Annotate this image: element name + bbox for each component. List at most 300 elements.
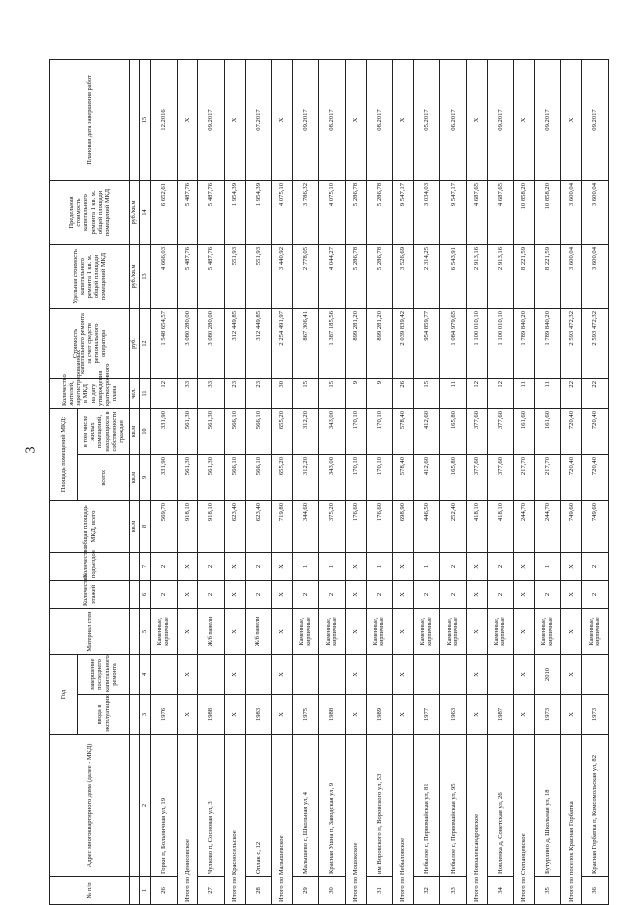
table-cell: 2 [292, 581, 319, 609]
table-cell: 3 600,04 [582, 245, 609, 309]
table-cell: 244,70 [514, 501, 535, 553]
table-cell: 10 858,20 [514, 181, 535, 245]
table-cell: X [514, 609, 535, 655]
table-cell: 2 [582, 581, 609, 609]
column-number-cell: 11 [140, 379, 151, 409]
table-cell: 29 [292, 877, 319, 905]
table-cell: 312 449,85 [245, 309, 272, 379]
table-cell: 2 254 491,97 [272, 309, 293, 379]
table-cell: 749,60 [561, 501, 582, 553]
table-cell: 1 [292, 553, 319, 581]
table-cell: X [345, 695, 366, 735]
table-cell: X [177, 695, 198, 735]
table-cell: Чулково п, Сосновая ул, 3 [198, 735, 225, 877]
table-cell: 344,60 [292, 501, 319, 553]
table-cell: 1973 [534, 695, 561, 735]
header-floors: Количество этажей [50, 581, 130, 609]
table-cell: 5 286,78 [345, 245, 366, 309]
subtotal-row [514, 60, 535, 905]
unit-cell: кв.м [130, 501, 140, 553]
table-cell: X [514, 553, 535, 581]
table-row [366, 60, 393, 905]
table-cell: 2 [366, 581, 393, 609]
unit-cell [130, 735, 140, 877]
table-cell: 720,40 [582, 409, 609, 455]
table-cell [413, 655, 440, 695]
table-cell: X [561, 581, 582, 609]
table-cell: 2 [245, 553, 272, 581]
column-numbers-row [140, 60, 151, 905]
column-number-cell: 4 [140, 655, 151, 695]
column-number-cell: 1 [140, 877, 151, 905]
table-row [487, 60, 514, 905]
table-cell: 1 [413, 553, 440, 581]
table-cell: 4 044,27 [319, 245, 346, 309]
table-cell: Новленка д, Советская ул, 26 [487, 735, 514, 877]
table-cell: 2 [487, 553, 514, 581]
table-cell: Каменные, кирпичные [534, 609, 561, 655]
table-cell: 1 [366, 553, 393, 581]
table-cell: им Воровского п, Воровского ул, 53 [366, 735, 393, 877]
table-cell: 918,10 [198, 501, 225, 553]
table-cell: 161,60 [514, 409, 535, 455]
table-cell: 08.2017 [366, 60, 393, 181]
table-cell: X [561, 60, 582, 181]
table-cell: 561,30 [177, 455, 198, 501]
table-cell: 578,40 [393, 409, 414, 455]
table-cell: Бутурлино д, Школьная ул, 18 [534, 735, 561, 877]
table-cell: 331,90 [151, 409, 178, 455]
column-number-cell: 7 [140, 553, 151, 581]
table-cell: X [224, 609, 245, 655]
table-cell: Каменные, кирпичные [582, 609, 609, 655]
column-number-cell: 2 [140, 735, 151, 877]
table-cell: 1977 [413, 695, 440, 735]
table-cell: 09.2017 [582, 60, 609, 181]
table-cell: Итого по Мошокское [345, 735, 366, 905]
table-cell: 3 600,04 [582, 181, 609, 245]
table-cell: X [272, 60, 293, 181]
table-cell: 1 954,39 [224, 181, 245, 245]
table-cell: 2 [198, 553, 225, 581]
unit-cell: кв.м [130, 455, 140, 501]
column-number-cell: 8 [140, 501, 151, 553]
unit-cell [130, 553, 140, 581]
table-cell: X [177, 655, 198, 695]
subtotal-row [224, 60, 245, 905]
table-cell: 918,10 [177, 501, 198, 553]
table-cell: 5 487,76 [177, 245, 198, 309]
table-cell: 720,40 [561, 455, 582, 501]
table-cell: 27 [198, 877, 225, 905]
table-cell: 551,93 [245, 245, 272, 309]
table-cell: Каменные, кирпичные [151, 609, 178, 655]
table-cell: 9 547,17 [440, 181, 467, 245]
table-cell: 165,80 [440, 409, 467, 455]
table-cell: X [561, 609, 582, 655]
column-number-cell: 3 [140, 695, 151, 735]
table-cell: 252,40 [440, 501, 467, 553]
table-cell: 343,00 [319, 455, 346, 501]
table-cell [366, 655, 393, 695]
table-cell: 3 526,69 [393, 245, 414, 309]
table-cell: 31 [366, 877, 393, 905]
table-cell: 698,90 [393, 501, 414, 553]
table-cell: X [393, 695, 414, 735]
table-cell [245, 655, 272, 695]
table-cell: X [272, 695, 293, 735]
table-cell: 5 487,76 [177, 181, 198, 245]
header-no: № п/п [50, 877, 130, 905]
table-cell: 2 [534, 581, 561, 609]
table-cell [198, 655, 225, 695]
table-cell: X [345, 655, 366, 695]
table-cell: 1 100 010,10 [487, 309, 514, 379]
table-cell: X [393, 609, 414, 655]
header-premises-all: всего: [78, 455, 130, 501]
table-cell: 2 [198, 581, 225, 609]
table-cell [487, 655, 514, 695]
table-cell: 06.2017 [440, 60, 467, 181]
table-cell: Каменные, кирпичные [440, 609, 467, 655]
table-cell: 2 778,05 [292, 245, 319, 309]
units-row [130, 60, 140, 905]
table-cell: X [224, 695, 245, 735]
table-cell: 749,60 [582, 501, 609, 553]
table-cell: 170,10 [366, 455, 393, 501]
table-cell: 566,10 [224, 455, 245, 501]
table-cell: 4 687,65 [487, 181, 514, 245]
table-cell: 418,10 [487, 501, 514, 553]
subtotal-row [393, 60, 414, 905]
table-cell: 9 [366, 379, 393, 409]
table-cell: 899 281,20 [366, 309, 393, 379]
table-cell: 312,20 [292, 455, 319, 501]
table-cell: 4 075,10 [319, 181, 346, 245]
table-cell: 2 [440, 553, 467, 581]
table-cell: Малышево с, Школьная ул, 4 [292, 735, 319, 877]
table-cell: 1976 [151, 695, 178, 735]
table-cell: 566,10 [245, 409, 272, 455]
table-cell: 09.2017 [292, 60, 319, 181]
table-cell: 09.2017 [534, 60, 561, 181]
table-cell: 15 [319, 379, 346, 409]
table-cell: 07.2017 [245, 60, 272, 181]
table-cell: 5 487,76 [198, 181, 225, 245]
table-cell: 11 [534, 379, 561, 409]
table-cell: 2 [413, 581, 440, 609]
table-cell: 12 [487, 379, 514, 409]
unit-cell [130, 581, 140, 609]
table-cell: 10 858,20 [534, 181, 561, 245]
table-cell: 720,40 [561, 409, 582, 455]
table-cell: 4 687,65 [466, 181, 487, 245]
table-cell: 32 [413, 877, 440, 905]
table-cell: 1973 [582, 695, 609, 735]
table-cell [440, 655, 467, 695]
table-cell: 33 [440, 877, 467, 905]
table-cell: 5 286,78 [366, 181, 393, 245]
table-cell: 954 859,77 [413, 309, 440, 379]
table-cell: X [345, 609, 366, 655]
table-cell: X [514, 581, 535, 609]
table-cell: 11 [440, 379, 467, 409]
table-cell: 566,10 [224, 409, 245, 455]
table-cell: X [561, 553, 582, 581]
table-cell: 35 [534, 877, 561, 905]
table-cell: 2 593 472,32 [561, 309, 582, 379]
header-year-last-repair: завершение последнего капитального ремонта [78, 655, 130, 695]
table-cell: 36 [582, 877, 609, 905]
table-cell: X [345, 553, 366, 581]
table-cell: X [514, 60, 535, 181]
table-cell: X [393, 655, 414, 695]
table-cell: 623,40 [245, 501, 272, 553]
table-cell: X [345, 60, 366, 181]
table-cell: Горки п, Больничная ул, 19 [151, 735, 178, 877]
column-number-cell: 13 [140, 245, 151, 309]
table-cell: 165,80 [440, 455, 467, 501]
table-cell: 1 387 185,56 [319, 309, 346, 379]
table-cell: 375,20 [319, 501, 346, 553]
table-cell: X [466, 60, 487, 181]
table-cell: 655,20 [272, 455, 293, 501]
header-total-area: общая площадь МКД, всего [50, 501, 130, 553]
table-cell: 1 954,39 [245, 181, 272, 245]
table-cell [319, 655, 346, 695]
table-cell: 655,20 [272, 409, 293, 455]
table-cell: X [224, 553, 245, 581]
table-cell: X [177, 581, 198, 609]
subtotal-row [345, 60, 366, 905]
unit-cell: руб./кв.м [130, 245, 140, 309]
table-cell: 623,40 [224, 501, 245, 553]
unit-cell: чел. [130, 379, 140, 409]
table-cell: 9 547,17 [393, 181, 414, 245]
table-cell: Итого по Красносельское [224, 735, 245, 905]
column-number-cell: 5 [140, 609, 151, 655]
table-cell: 33 [198, 379, 225, 409]
table-cell: 3 600,04 [561, 181, 582, 245]
table-cell: 15 [292, 379, 319, 409]
table-cell: 15 [413, 379, 440, 409]
subtotal-row [561, 60, 582, 905]
subtotal-row [272, 60, 293, 905]
table-row [292, 60, 319, 905]
table-cell: 1975 [292, 695, 319, 735]
table-cell: X [393, 60, 414, 181]
table-cell: 09.2017 [198, 60, 225, 181]
table-cell: 28 [245, 877, 272, 905]
table-row [151, 60, 178, 905]
unit-cell [130, 60, 140, 181]
table-cell: 312 449,85 [224, 309, 245, 379]
table-cell: 1988 [198, 695, 225, 735]
table-cell: 3 600,04 [561, 245, 582, 309]
table-cell: 720,40 [582, 455, 609, 501]
unit-cell [130, 695, 140, 735]
table-cell: 2 [440, 581, 467, 609]
table-cell: 2 593 472,32 [582, 309, 609, 379]
table-cell: 377,60 [487, 455, 514, 501]
table-cell: 1987 [487, 695, 514, 735]
repair-plan-table [49, 59, 609, 905]
table-cell: X [561, 695, 582, 735]
table-cell: Итого по Новоалександровское [466, 735, 487, 905]
table-cell: 867 306,41 [292, 309, 319, 379]
table-cell [292, 655, 319, 695]
table-cell: 6 543,91 [440, 245, 467, 309]
header-residents: Количество жителей, зарегистрированных в МКД на дату утверждения краткосрочного плана [50, 379, 130, 409]
table-cell: X [393, 553, 414, 581]
header-wall-material: Материал стен [50, 609, 130, 655]
table-cell: 446,50 [413, 501, 440, 553]
header-unit-cost: Удельная стоимость капитального ремонта 1 кв. м. общей площади помещений МКД [50, 245, 130, 309]
table-cell: 3 080 280,00 [177, 309, 198, 379]
table-cell: 418,10 [466, 501, 487, 553]
table-cell: 08.2017 [319, 60, 346, 181]
unit-cell: руб. [130, 309, 140, 379]
column-number-cell: 14 [140, 181, 151, 245]
table-cell: 6 652,61 [151, 181, 178, 245]
table-cell: 8 221,59 [534, 245, 561, 309]
table-cell: 1 548 654,57 [151, 309, 178, 379]
table-cell: Оплак с, 12 [245, 735, 272, 877]
table-cell: 22 [561, 379, 582, 409]
table-cell: 5 286,78 [366, 245, 393, 309]
table-cell: 3 034,03 [413, 181, 440, 245]
table-cell: 561,30 [198, 455, 225, 501]
header-deadline: Плановая дата завершения работ [50, 60, 130, 181]
table-cell: 244,70 [534, 501, 561, 553]
table-row [245, 60, 272, 905]
table-cell: Красная Горбатка п, Комсомольская ул, 82 [582, 735, 609, 877]
table-cell: Итого по поселок Красная Горбатка [561, 735, 582, 905]
header-premises-area: Площадь помещений МКД: [50, 409, 78, 501]
table-row [582, 60, 609, 905]
subtotal-row [466, 60, 487, 905]
table-cell: Ж/б панели [245, 609, 272, 655]
table-cell: 2 [245, 581, 272, 609]
table-cell: 05.2017 [413, 60, 440, 181]
table-cell: 1 084 979,65 [440, 309, 467, 379]
table-cell: X [272, 655, 293, 695]
table-cell: 1 100 010,10 [466, 309, 487, 379]
table-cell [582, 655, 609, 695]
table-cell: 3 080 280,00 [198, 309, 225, 379]
table-cell: Итого по Денисовское [177, 735, 198, 905]
table-cell: 343,00 [319, 409, 346, 455]
table-cell: 1 789 840,20 [514, 309, 535, 379]
table-cell: X [514, 695, 535, 735]
table-cell: 176,60 [345, 501, 366, 553]
table-cell: 1989 [366, 695, 393, 735]
table-cell: Итого по Степанцевское [514, 735, 535, 905]
table-cell: 11 [514, 379, 535, 409]
column-number-cell: 9 [140, 455, 151, 501]
table-cell: 412,60 [413, 409, 440, 455]
table-cell: Ж/б панели [198, 609, 225, 655]
table-cell: 30 [319, 877, 346, 905]
table-cell: 1963 [440, 695, 467, 735]
table-cell: X [393, 581, 414, 609]
table-cell: Каменные, кирпичные [319, 609, 346, 655]
table-cell: 2 [151, 581, 178, 609]
table-cell: 578,40 [393, 455, 414, 501]
column-number-cell: 10 [140, 409, 151, 455]
header-year-built: ввода в эксплуатацию [78, 695, 130, 735]
table-cell: X [466, 609, 487, 655]
page-number: 3 [23, 446, 39, 454]
table-cell: 2 [487, 581, 514, 609]
table-cell: 33 [177, 379, 198, 409]
table-cell: 217,70 [514, 455, 535, 501]
table-cell: Итого по Небыловское [393, 735, 414, 905]
table-cell: 26 [393, 379, 414, 409]
unit-cell: кв.м [130, 409, 140, 455]
table-cell: X [177, 609, 198, 655]
table-cell: 2010 [534, 655, 561, 695]
table-cell: 1 [319, 553, 346, 581]
table-cell: X [224, 581, 245, 609]
table-cell: 377,60 [466, 455, 487, 501]
column-number-cell: 12 [140, 309, 151, 379]
table-cell: 2 913,16 [487, 245, 514, 309]
table-cell: 23 [245, 379, 272, 409]
table-cell: X [272, 609, 293, 655]
table-cell: 719,80 [272, 501, 293, 553]
table-cell: 5 286,78 [345, 181, 366, 245]
table-cell: 1983 [245, 695, 272, 735]
table-row [440, 60, 467, 905]
table-cell: 2 [319, 581, 346, 609]
header-limit-cost: Предельная стоимость капитального ремонта 1 кв. м. общей площади помещений МКД [50, 181, 130, 245]
table-cell: Каменные, кирпичные [292, 609, 319, 655]
header-address: Адрес многоквартирного дома (далее - МКД) [50, 735, 130, 877]
table-cell: 12.2016 [151, 60, 178, 181]
table-cell: 331,90 [151, 455, 178, 501]
table-cell [151, 655, 178, 695]
table-cell: 12 [151, 379, 178, 409]
table-cell: X [466, 553, 487, 581]
table-cell: 5 487,76 [198, 245, 225, 309]
table-cell: X [177, 553, 198, 581]
table-cell: X [514, 655, 535, 695]
table-cell: 3 440,92 [272, 245, 293, 309]
table-cell: 1 [534, 553, 561, 581]
table-cell: 4 075,10 [272, 181, 293, 245]
table-cell: 22 [582, 379, 609, 409]
table-cell: 377,60 [487, 409, 514, 455]
table-cell: 161,60 [534, 409, 561, 455]
table-cell: 12 [466, 379, 487, 409]
table-cell: 170,10 [366, 409, 393, 455]
table-cell: 26 [151, 877, 178, 905]
table-cell: 170,10 [345, 409, 366, 455]
table-cell: 566,10 [245, 455, 272, 501]
table-body [151, 60, 609, 905]
unit-cell: руб./кв.м [130, 181, 140, 245]
table-cell: 34 [487, 877, 514, 905]
table-cell: 1 789 840,20 [534, 309, 561, 379]
table-row [413, 60, 440, 905]
table-cell: X [177, 60, 198, 181]
table-cell: X [466, 655, 487, 695]
table-cell: 176,60 [366, 501, 393, 553]
table-cell: 30 [272, 379, 293, 409]
table-cell: Каменные, кирпичные [413, 609, 440, 655]
rotated-table-wrapper [49, 60, 609, 905]
